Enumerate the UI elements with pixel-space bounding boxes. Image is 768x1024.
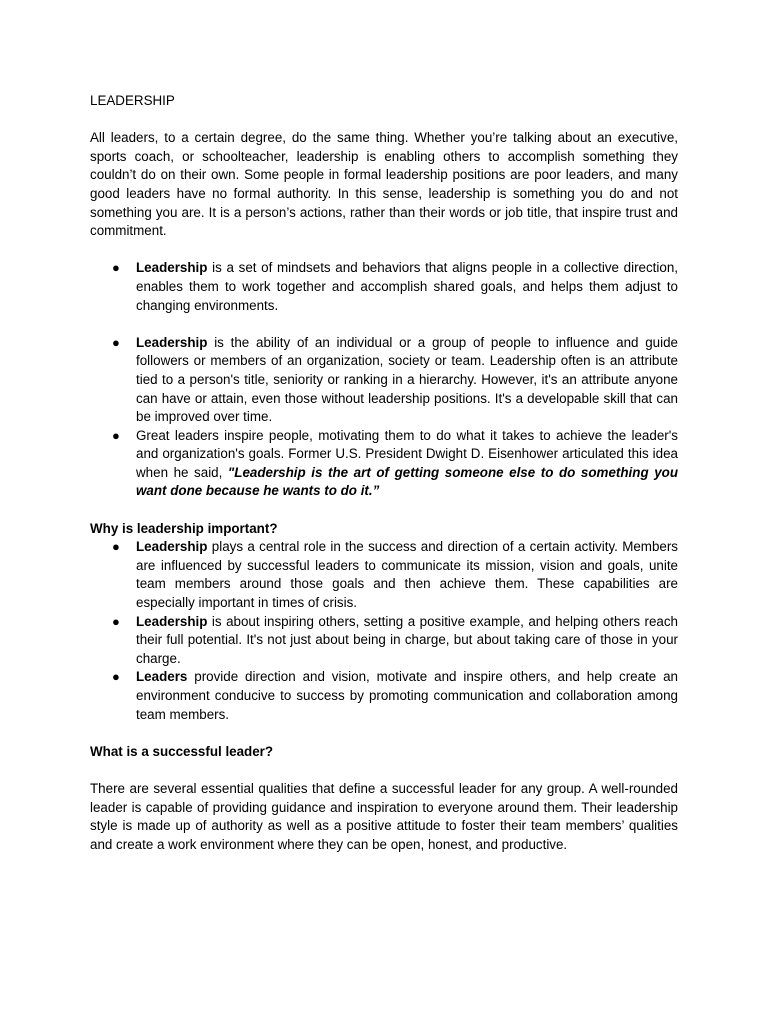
document-title: LEADERSHIP (90, 93, 175, 108)
list-item (90, 613, 678, 669)
closing-paragraph: There are several essential qualities that define a successful leader for any group. A well-rounded leader is capable of providing guidance and inspiration to everyone around them. Their leadership style is made up of authority as well as a positive attitude to foster their team members’ qualities and create a work environment where they can be open, honest, and productive. (90, 780, 678, 852)
bold-term: Leadership (136, 334, 208, 350)
list-item-text: is about inspiring others, setting a positive example, and helping others reach their full potential. It's not just about being in charge, but about taking care of those in your charge. (136, 613, 678, 666)
list-item-text: Great leaders inspire people, motivating them to do what it takes to achieve the leader's and organization's goals. Former U.S. President Dwight D. Eisenhower articulated this idea when he said, (136, 427, 678, 480)
bold-term: Leadership (136, 539, 208, 555)
list-item (90, 538, 678, 612)
list-item-text: is a set of mindsets and behaviors that aligns people in a collective direction, enables them to work together and accomplish shared goals, and helps them adjust to changing environments. (136, 260, 678, 313)
importance-list (90, 538, 678, 724)
list-item (90, 259, 678, 315)
bullet-icon: ● (112, 539, 120, 555)
bullet-icon: ● (112, 613, 120, 629)
list-item (90, 668, 678, 724)
bold-term: Leaders (136, 669, 188, 685)
why-heading: Why is leadership important? (90, 520, 278, 536)
bullet-icon: ● (112, 427, 120, 443)
bullet-icon: ● (112, 334, 120, 350)
bold-term: Leadership (136, 260, 208, 276)
list-item (90, 427, 678, 501)
bullet-icon: ● (112, 669, 120, 685)
what-heading: What is a successful leader? (90, 743, 274, 759)
list-item-text: plays a central role in the success and direction of a certain activity. Members are influenced by successful leaders to communicate its mission, vision and goals, unite team members around those goals and then achieve them. These capabilities are especially important in times of crisis. (136, 539, 678, 611)
intro-paragraph: All leaders, to a certain degree, do the same thing. Whether you’re talking about an executive, sports coach, or schoolteacher, leadership is enabling others to accomplish something they couldn’t do on their own. Some people in formal leadership positions are poor leaders, and many good leaders have no formal authority. In this sense, leadership is something you do and not something you are. It is a person’s actions, rather than their words or job title, that inspire trust and commitment. (90, 130, 678, 239)
list-item (90, 334, 678, 427)
list-item-text: provide direction and vision, motivate and inspire others, and help create an environment conducive to success by promoting communication and collaboration among team members. (136, 669, 678, 722)
eisenhower-quote: "Leadership is the art of getting someone else to do something you want done because he wants to do it.” (136, 464, 678, 499)
bullet-icon: ● (112, 260, 120, 276)
definition-list-1 (90, 259, 678, 315)
list-item-text: is the ability of an individual or a group of people to influence and guide followers or members of an organization, society or team. Leadership often is an attribute tied to a person's title, seniority or ranking in a hierarchy. However, it's an attribute anyone can have or attain, even those without leadership positions. It's a developable skill that can be improved over time. (136, 334, 678, 425)
bold-term: Leadership (136, 613, 208, 629)
definition-list-2 (90, 334, 678, 501)
